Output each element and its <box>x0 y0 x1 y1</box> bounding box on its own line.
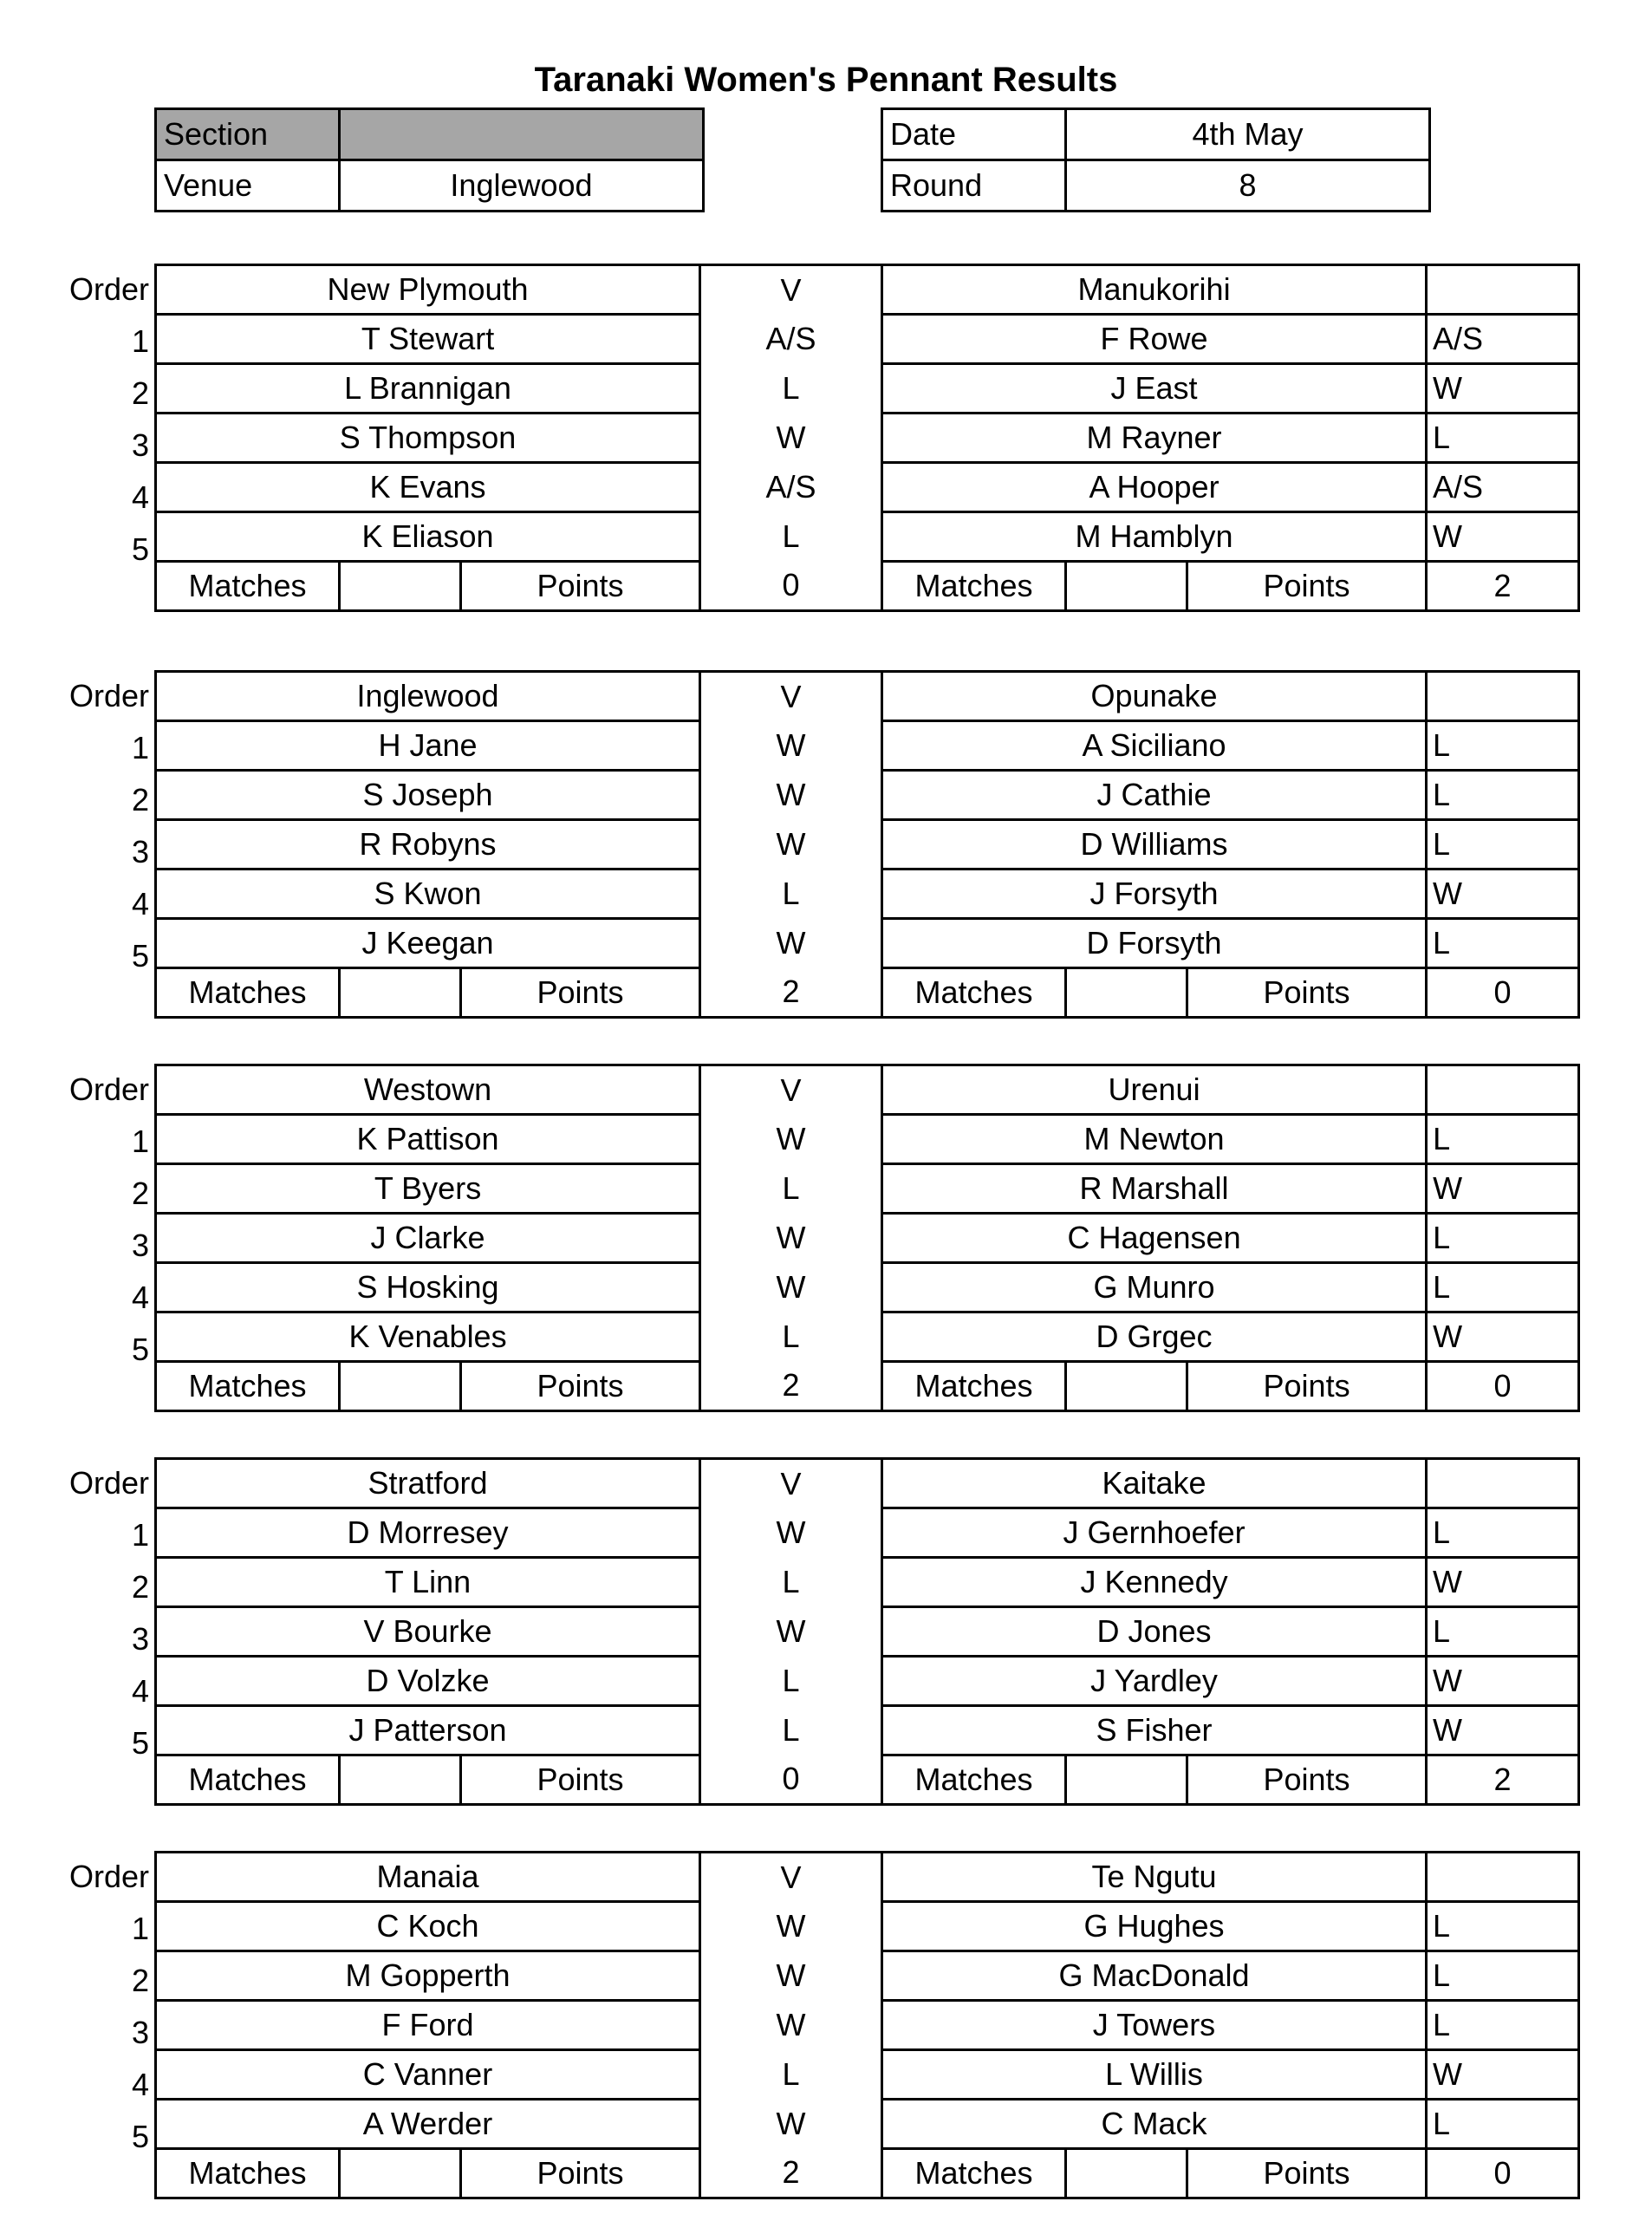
home-player: L Brannigan <box>156 364 700 414</box>
home-matches-value <box>340 1362 461 1411</box>
home-player: T Linn <box>156 1558 700 1607</box>
date-round-table <box>881 107 1431 212</box>
away-points-value: 0 <box>1427 2149 1579 2198</box>
home-result: W <box>700 2001 882 2050</box>
order-number: 3 <box>131 427 149 463</box>
player-row <box>156 1902 1579 1951</box>
away-result: W <box>1427 512 1579 562</box>
away-team-name: Te Ngutu <box>882 1853 1427 1902</box>
match-header-row <box>156 1459 1579 1508</box>
away-team-name: Opunake <box>882 672 1427 721</box>
order-number: 1 <box>131 730 149 765</box>
order-number: 1 <box>131 1124 149 1159</box>
home-team-name: Manaia <box>156 1853 700 1902</box>
home-points-value: 2 <box>700 2149 882 2198</box>
home-player: C Koch <box>156 1902 700 1951</box>
away-result: W <box>1427 1164 1579 1214</box>
home-result: W <box>700 1508 882 1558</box>
away-result: W <box>1427 1558 1579 1607</box>
away-player: A Hooper <box>882 463 1427 512</box>
away-result: L <box>1427 820 1579 870</box>
away-points-label: Points <box>1187 1755 1427 1805</box>
order-number: 5 <box>131 2119 149 2154</box>
home-result: W <box>700 2100 882 2149</box>
venue-row <box>156 160 704 212</box>
away-points-value: 0 <box>1427 1362 1579 1411</box>
away-points-label: Points <box>1187 2149 1427 2198</box>
away-player: L Willis <box>882 2050 1427 2100</box>
home-player: C Vanner <box>156 2050 700 2100</box>
away-header-blank <box>1427 672 1579 721</box>
away-player: J Cathie <box>882 771 1427 820</box>
home-player: K Pattison <box>156 1115 700 1164</box>
away-player: J Forsyth <box>882 870 1427 919</box>
order-number: 2 <box>131 1569 149 1605</box>
home-points-value: 0 <box>700 562 882 611</box>
home-result: L <box>700 1558 882 1607</box>
match-header-row <box>156 1065 1579 1115</box>
home-points-label: Points <box>461 562 700 611</box>
totals-row <box>156 1362 1579 1411</box>
home-matches-label: Matches <box>156 968 340 1018</box>
home-points-label: Points <box>461 1362 700 1411</box>
home-player: M Gopperth <box>156 1951 700 2001</box>
away-result: L <box>1427 1508 1579 1558</box>
order-number: 5 <box>131 1725 149 1761</box>
order-label: Order <box>68 271 149 307</box>
away-points-label: Points <box>1187 968 1427 1018</box>
home-player: D Morresey <box>156 1508 700 1558</box>
date-label: Date <box>882 109 1066 160</box>
order-number: 3 <box>131 2015 149 2050</box>
totals-row <box>156 1755 1579 1805</box>
match-table <box>154 264 1580 612</box>
home-result: L <box>700 364 882 414</box>
home-player: R Robyns <box>156 820 700 870</box>
away-matches-label: Matches <box>882 1755 1066 1805</box>
player-row <box>156 463 1579 512</box>
home-player: J Keegan <box>156 919 700 968</box>
home-points-value: 2 <box>700 1362 882 1411</box>
away-points-value: 2 <box>1427 1755 1579 1805</box>
home-player: K Evans <box>156 463 700 512</box>
home-result: L <box>700 1312 882 1362</box>
versus-label: V <box>700 1065 882 1115</box>
home-player: K Venables <box>156 1312 700 1362</box>
away-result: L <box>1427 2100 1579 2149</box>
match-header-row <box>156 672 1579 721</box>
order-label: Order <box>68 1465 149 1501</box>
date-value: 4th May <box>1066 109 1430 160</box>
match-block <box>0 1457 1652 1821</box>
player-row <box>156 1214 1579 1263</box>
away-header-blank <box>1427 1065 1579 1115</box>
home-result: L <box>700 1706 882 1755</box>
home-player: D Volzke <box>156 1657 700 1706</box>
match-block <box>0 670 1652 1034</box>
player-row <box>156 820 1579 870</box>
home-result: A/S <box>700 463 882 512</box>
home-result: A/S <box>700 315 882 364</box>
away-result: L <box>1427 1115 1579 1164</box>
away-points-value: 0 <box>1427 968 1579 1018</box>
home-result: W <box>700 1214 882 1263</box>
away-player: C Mack <box>882 2100 1427 2149</box>
away-header-blank <box>1427 1459 1579 1508</box>
away-player: J Yardley <box>882 1657 1427 1706</box>
away-player: M Hamblyn <box>882 512 1427 562</box>
home-points-label: Points <box>461 1755 700 1805</box>
order-number: 2 <box>131 1963 149 1998</box>
home-player: H Jane <box>156 721 700 771</box>
away-team-name: Manukorihi <box>882 265 1427 315</box>
totals-row <box>156 2149 1579 2198</box>
home-points-value: 2 <box>700 968 882 1018</box>
versus-label: V <box>700 672 882 721</box>
away-matches-value <box>1066 2149 1187 2198</box>
away-result: W <box>1427 870 1579 919</box>
home-team-name: Stratford <box>156 1459 700 1508</box>
away-player: M Newton <box>882 1115 1427 1164</box>
away-result: W <box>1427 1657 1579 1706</box>
player-row <box>156 2001 1579 2050</box>
away-team-name: Kaitake <box>882 1459 1427 1508</box>
home-matches-value <box>340 2149 461 2198</box>
player-row <box>156 1263 1579 1312</box>
order-number: 2 <box>131 782 149 817</box>
home-points-value: 0 <box>700 1755 882 1805</box>
match-table <box>154 1851 1580 2199</box>
away-player: J Kennedy <box>882 1558 1427 1607</box>
away-matches-label: Matches <box>882 562 1066 611</box>
home-team-name: New Plymouth <box>156 265 700 315</box>
away-result: L <box>1427 414 1579 463</box>
venue-label: Venue <box>156 160 340 212</box>
player-row <box>156 2100 1579 2149</box>
home-matches-label: Matches <box>156 1362 340 1411</box>
home-result: W <box>700 1263 882 1312</box>
player-row <box>156 1508 1579 1558</box>
order-number: 4 <box>131 479 149 515</box>
away-matches-label: Matches <box>882 968 1066 1018</box>
player-row <box>156 512 1579 562</box>
page-title: Taranaki Women's Pennant Results <box>534 61 1118 99</box>
order-number: 3 <box>131 1228 149 1263</box>
versus-label: V <box>700 265 882 315</box>
player-row <box>156 1312 1579 1362</box>
venue-value: Inglewood <box>340 160 704 212</box>
home-player: K Eliason <box>156 512 700 562</box>
away-matches-value <box>1066 968 1187 1018</box>
player-row <box>156 1706 1579 1755</box>
versus-label: V <box>700 1853 882 1902</box>
player-row <box>156 870 1579 919</box>
order-number: 5 <box>131 1332 149 1367</box>
section-row <box>156 109 704 160</box>
order-number: 2 <box>131 375 149 411</box>
away-result: A/S <box>1427 315 1579 364</box>
away-result: L <box>1427 1214 1579 1263</box>
away-player: G Munro <box>882 1263 1427 1312</box>
away-player: J Gernhoefer <box>882 1508 1427 1558</box>
player-row <box>156 1657 1579 1706</box>
section-label: Section <box>156 109 340 160</box>
home-result: L <box>700 1657 882 1706</box>
order-number: 1 <box>131 1911 149 1946</box>
player-row <box>156 315 1579 364</box>
away-points-label: Points <box>1187 562 1427 611</box>
player-row <box>156 919 1579 968</box>
round-label: Round <box>882 160 1066 212</box>
section-value <box>340 109 704 160</box>
away-player: D Jones <box>882 1607 1427 1657</box>
away-player: G Hughes <box>882 1902 1427 1951</box>
order-number: 4 <box>131 1673 149 1709</box>
away-player: R Marshall <box>882 1164 1427 1214</box>
order-number: 3 <box>131 1621 149 1657</box>
home-player: S Thompson <box>156 414 700 463</box>
date-row <box>882 109 1430 160</box>
away-player: D Grgec <box>882 1312 1427 1362</box>
order-label: Order <box>68 1859 149 1894</box>
away-result: W <box>1427 1312 1579 1362</box>
order-number: 5 <box>131 531 149 567</box>
match-header-row <box>156 1853 1579 1902</box>
player-row <box>156 1558 1579 1607</box>
home-player: T Byers <box>156 1164 700 1214</box>
home-result: W <box>700 1951 882 2001</box>
away-result: W <box>1427 364 1579 414</box>
home-player: F Ford <box>156 2001 700 2050</box>
away-matches-value <box>1066 562 1187 611</box>
match-block <box>0 1064 1652 1428</box>
home-result: L <box>700 1164 882 1214</box>
away-player: D Forsyth <box>882 919 1427 968</box>
player-row <box>156 1607 1579 1657</box>
away-header-blank <box>1427 1853 1579 1902</box>
home-points-label: Points <box>461 2149 700 2198</box>
player-row <box>156 364 1579 414</box>
home-matches-label: Matches <box>156 562 340 611</box>
player-row <box>156 721 1579 771</box>
order-number: 5 <box>131 938 149 974</box>
round-row <box>882 160 1430 212</box>
away-result: L <box>1427 771 1579 820</box>
home-player: V Bourke <box>156 1607 700 1657</box>
round-value: 8 <box>1066 160 1430 212</box>
section-venue-table <box>154 107 705 212</box>
away-result: W <box>1427 2050 1579 2100</box>
player-row <box>156 414 1579 463</box>
away-player: F Rowe <box>882 315 1427 364</box>
home-player: A Werder <box>156 2100 700 2149</box>
order-number: 4 <box>131 1280 149 1315</box>
home-result: W <box>700 820 882 870</box>
away-matches-value <box>1066 1362 1187 1411</box>
away-matches-label: Matches <box>882 2149 1066 2198</box>
order-label: Order <box>68 678 149 713</box>
home-team-name: Westown <box>156 1065 700 1115</box>
home-player: S Joseph <box>156 771 700 820</box>
home-result: W <box>700 771 882 820</box>
away-player: J Towers <box>882 2001 1427 2050</box>
away-result: L <box>1427 1607 1579 1657</box>
home-matches-value <box>340 562 461 611</box>
away-team-name: Urenui <box>882 1065 1427 1115</box>
home-points-label: Points <box>461 968 700 1018</box>
home-player: S Kwon <box>156 870 700 919</box>
home-player: J Patterson <box>156 1706 700 1755</box>
order-number: 4 <box>131 2067 149 2102</box>
away-player: G MacDonald <box>882 1951 1427 2001</box>
player-row <box>156 1115 1579 1164</box>
order-number: 1 <box>131 323 149 359</box>
home-team-name: Inglewood <box>156 672 700 721</box>
away-matches-label: Matches <box>882 1362 1066 1411</box>
order-number: 1 <box>131 1517 149 1553</box>
home-result: L <box>700 512 882 562</box>
away-player: D Williams <box>882 820 1427 870</box>
home-player: J Clarke <box>156 1214 700 1263</box>
order-number: 4 <box>131 886 149 922</box>
home-result: W <box>700 1607 882 1657</box>
home-matches-label: Matches <box>156 2149 340 2198</box>
player-row <box>156 2050 1579 2100</box>
player-row <box>156 1164 1579 1214</box>
away-player: J East <box>882 364 1427 414</box>
home-result: W <box>700 721 882 771</box>
totals-row <box>156 968 1579 1018</box>
home-matches-label: Matches <box>156 1755 340 1805</box>
match-block <box>0 264 1652 628</box>
home-result: W <box>700 414 882 463</box>
away-result: L <box>1427 1263 1579 1312</box>
home-matches-value <box>340 1755 461 1805</box>
home-result: L <box>700 870 882 919</box>
order-number: 3 <box>131 834 149 870</box>
away-result: L <box>1427 919 1579 968</box>
away-header-blank <box>1427 265 1579 315</box>
match-table <box>154 1457 1580 1806</box>
match-table <box>154 1064 1580 1412</box>
away-points-label: Points <box>1187 1362 1427 1411</box>
totals-row <box>156 562 1579 611</box>
home-matches-value <box>340 968 461 1018</box>
match-block <box>0 1851 1652 2215</box>
match-header-row <box>156 265 1579 315</box>
away-points-value: 2 <box>1427 562 1579 611</box>
away-matches-value <box>1066 1755 1187 1805</box>
home-result: W <box>700 1902 882 1951</box>
home-result: W <box>700 1115 882 1164</box>
order-number: 2 <box>131 1176 149 1211</box>
away-result: L <box>1427 1902 1579 1951</box>
player-row <box>156 1951 1579 2001</box>
away-player: A Siciliano <box>882 721 1427 771</box>
match-table <box>154 670 1580 1019</box>
away-result: L <box>1427 2001 1579 2050</box>
home-player: S Hosking <box>156 1263 700 1312</box>
player-row <box>156 771 1579 820</box>
home-player: T Stewart <box>156 315 700 364</box>
versus-label: V <box>700 1459 882 1508</box>
away-player: M Rayner <box>882 414 1427 463</box>
away-result: L <box>1427 721 1579 771</box>
away-player: C Hagensen <box>882 1214 1427 1263</box>
away-result: L <box>1427 1951 1579 2001</box>
away-result: W <box>1427 1706 1579 1755</box>
home-result: L <box>700 2050 882 2100</box>
order-label: Order <box>68 1071 149 1107</box>
home-result: W <box>700 919 882 968</box>
away-player: S Fisher <box>882 1706 1427 1755</box>
away-result: A/S <box>1427 463 1579 512</box>
